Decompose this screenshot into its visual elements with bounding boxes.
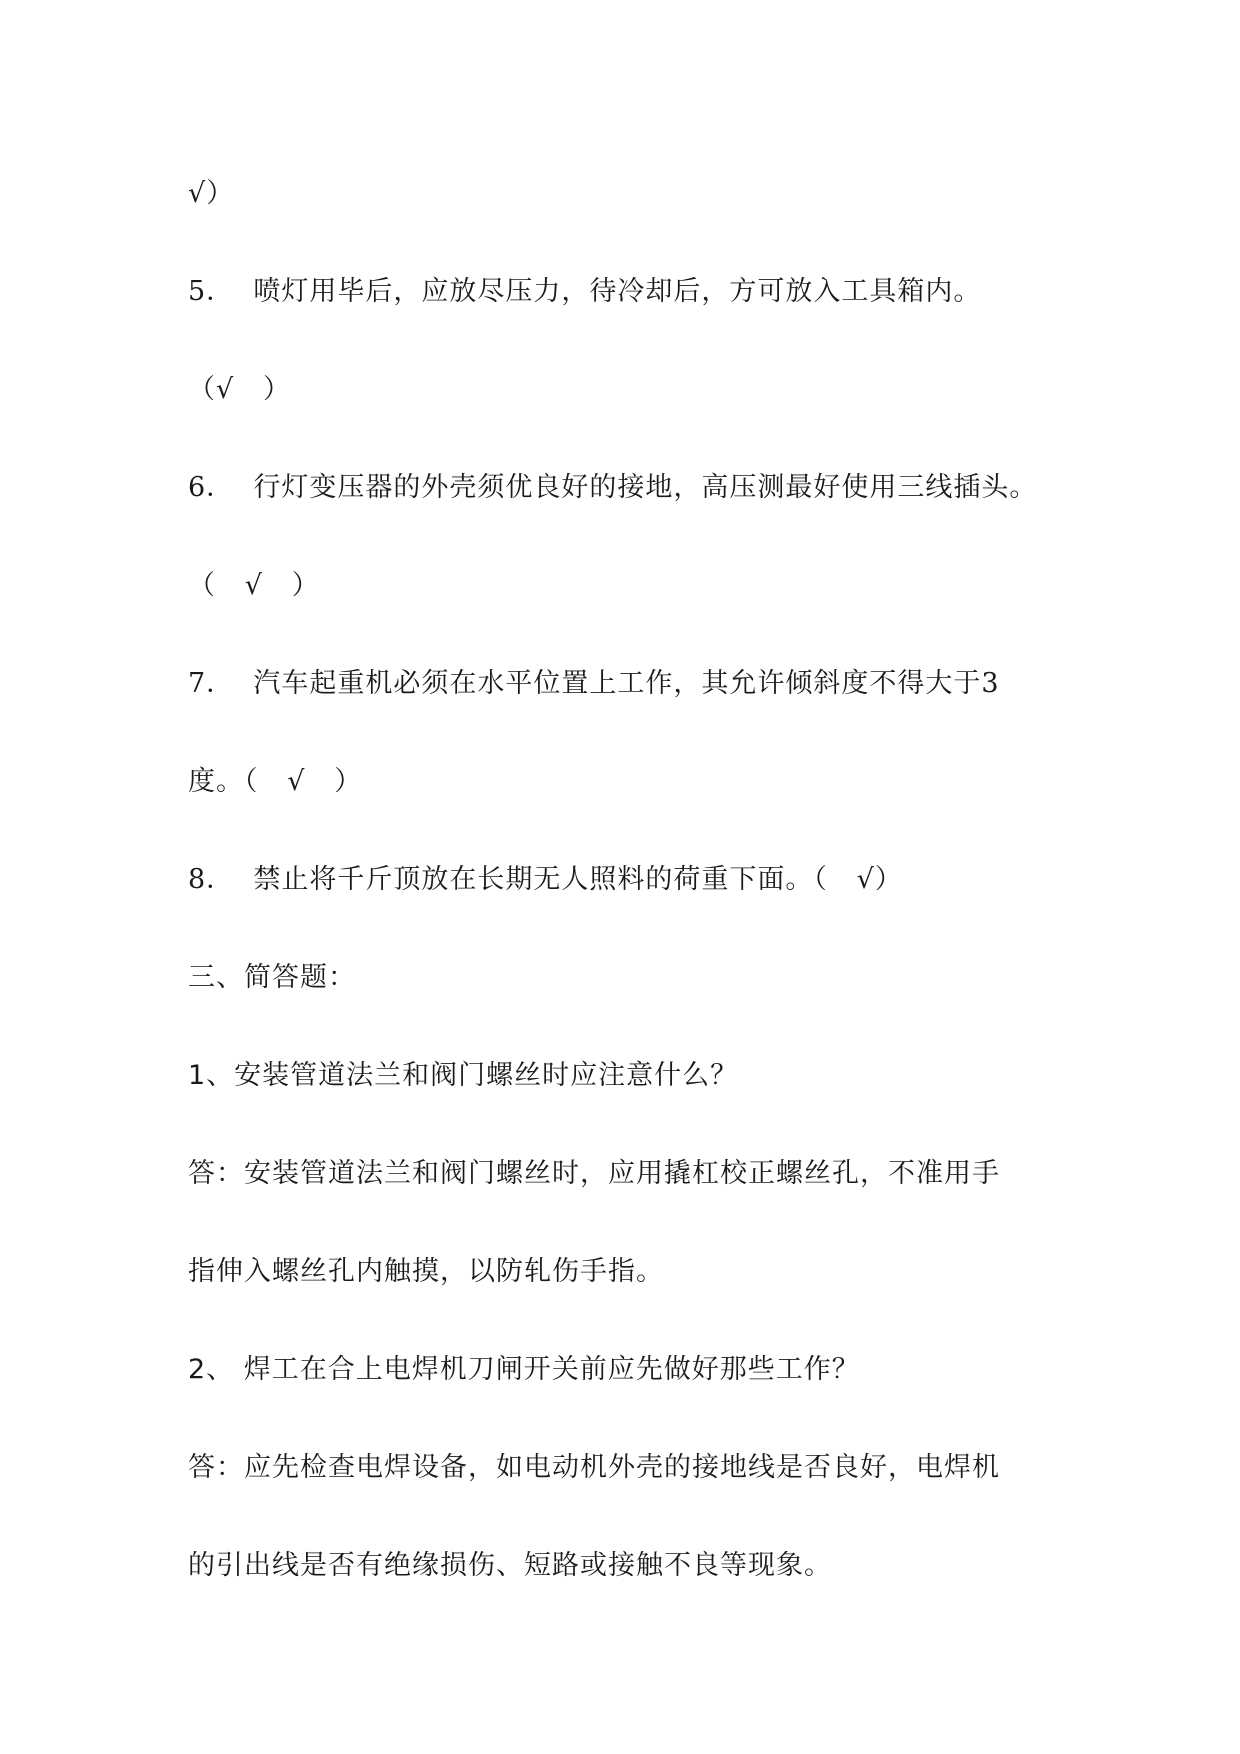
section-heading: 三、简答题： <box>188 962 356 993</box>
answer-1-line-2: 指伸入螺丝孔内触摸，以防轧伤手指。 <box>188 1256 664 1287</box>
answer-mark-continuation: √） <box>188 178 235 209</box>
item-7-continuation: 度。（ √ ） <box>188 766 363 797</box>
item-5-statement: 5． 喷灯用毕后，应放尽压力，待冷却后，方可放入工具箱内。 <box>188 276 982 307</box>
question-2: 2、 焊工在合上电焊机刀闸开关前应先做好那些工作？ <box>188 1354 860 1385</box>
question-1: 1、安装管道法兰和阀门螺丝时应注意什么？ <box>188 1060 739 1091</box>
item-6-statement: 6． 行灯变压器的外壳须优良好的接地，高压测最好使用三线插头。 <box>188 472 1038 503</box>
item-5-answer: （√ ） <box>188 374 291 405</box>
item-7-statement: 7． 汽车起重机必须在水平位置上工作，其允许倾斜度不得大于3 <box>188 668 1000 699</box>
answer-2-line-2: 的引出线是否有绝缘损伤、短路或接触不良等现象。 <box>188 1550 832 1581</box>
item-6-answer: （ √ ） <box>188 570 320 601</box>
item-8-statement: 8． 禁止将千斤顶放在长期无人照料的荷重下面。（ √） <box>188 864 903 895</box>
answer-1-line-1: 答：安装管道法兰和阀门螺丝时，应用撬杠校正螺丝孔，不准用手 <box>188 1158 1000 1189</box>
answer-2-line-1: 答：应先检查电焊设备，如电动机外壳的接地线是否良好，电焊机 <box>188 1452 1000 1483</box>
